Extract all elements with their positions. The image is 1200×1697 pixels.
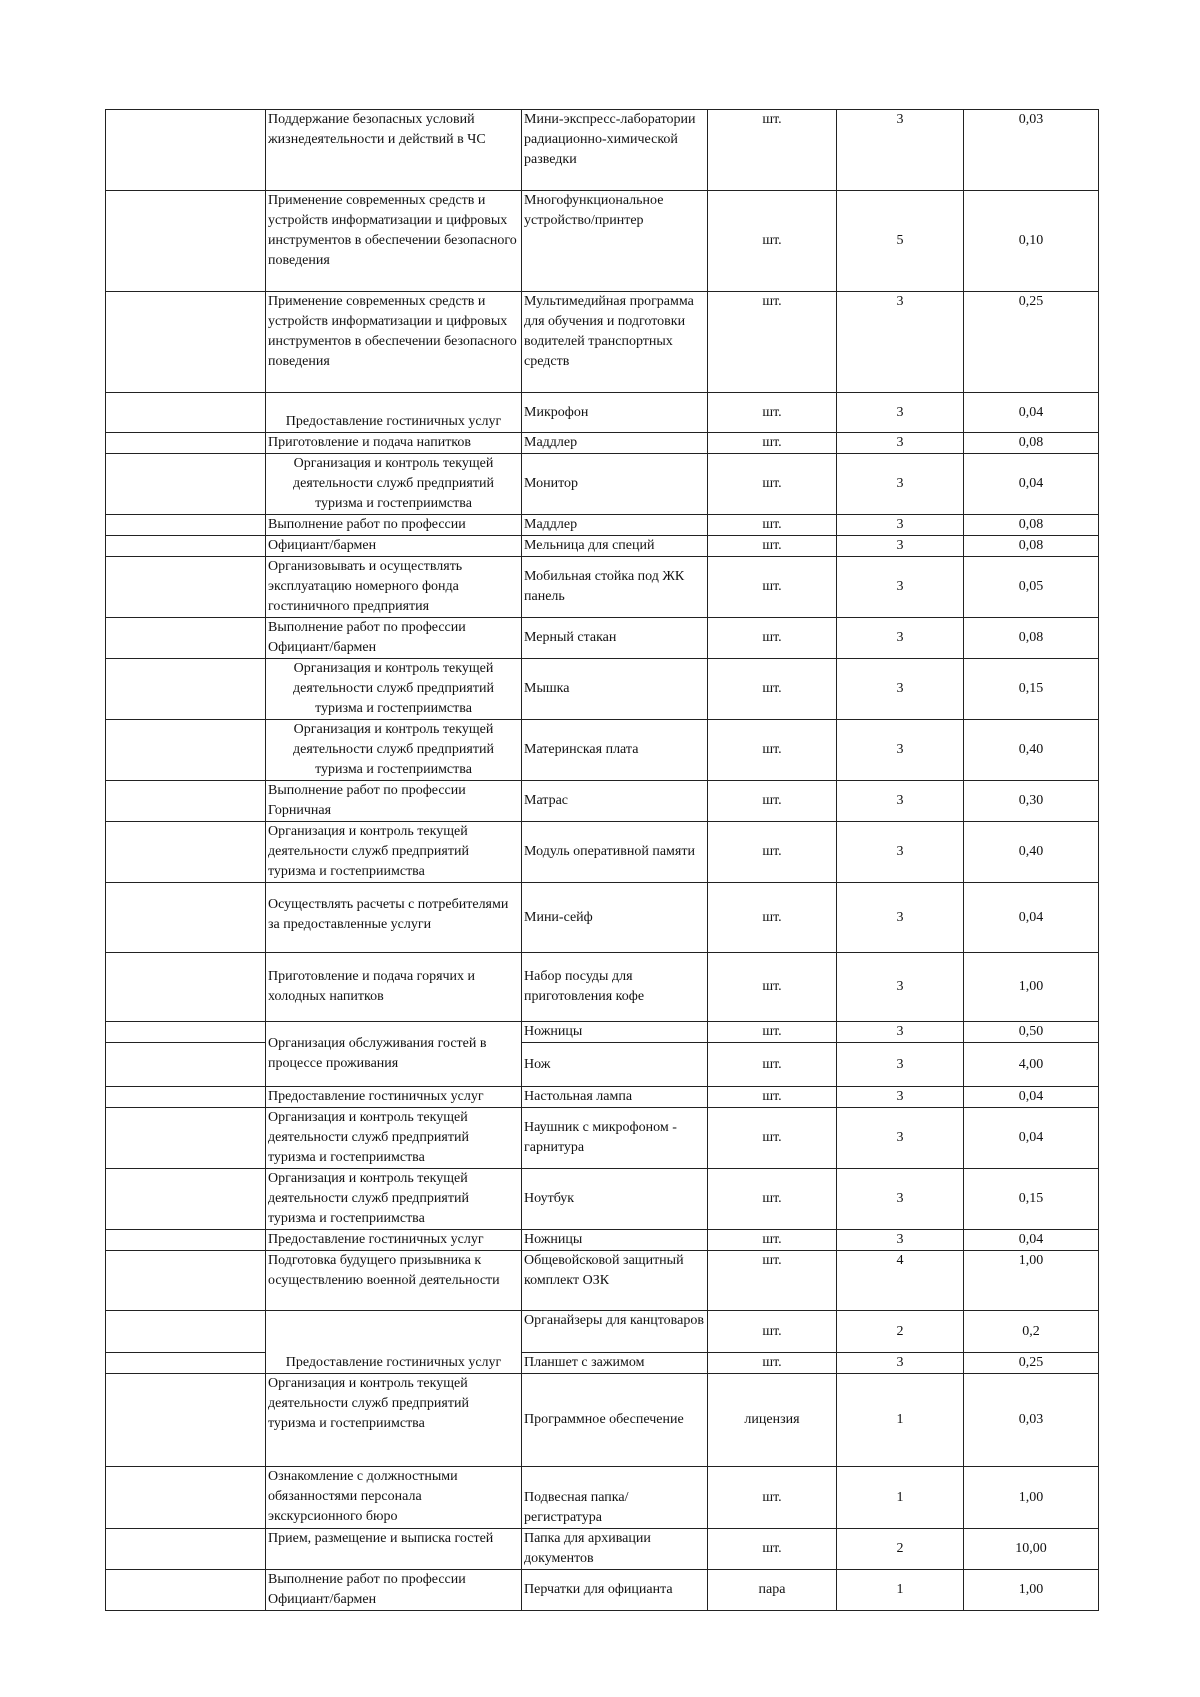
value-cell: 0,15 [964, 659, 1099, 720]
unit-cell: шт. [708, 191, 837, 292]
value-cell: 0,04 [964, 454, 1099, 515]
activity-cell: Осуществлять расчеты с потребителями за предоставленные услуги [266, 883, 522, 953]
value-cell: 1,00 [964, 1570, 1099, 1611]
activity-cell: Организовывать и осуществлять эксплуатацию номерного фонда гостиничного предприятия [266, 557, 522, 618]
unit-cell: шт. [708, 536, 837, 557]
qty-cell: 3 [837, 515, 964, 536]
item-cell: Мельница для специй [522, 536, 708, 557]
qty-cell: 3 [837, 1230, 964, 1251]
qty-cell: 3 [837, 883, 964, 953]
value-cell: 0,04 [964, 1108, 1099, 1169]
table-row [106, 781, 1099, 822]
value-cell: 0,40 [964, 720, 1099, 781]
activity-cell: Выполнение работ по профессии Горничная [266, 781, 522, 822]
qty-cell: 3 [837, 454, 964, 515]
qty-cell: 1 [837, 1570, 964, 1611]
qty-cell: 3 [837, 1087, 964, 1108]
table-row [106, 720, 1099, 781]
activity-cell: Выполнение работ по профессии Официант/бармен [266, 1570, 522, 1611]
qty-cell: 1 [837, 1467, 964, 1529]
index-cell [106, 1251, 266, 1311]
qty-cell: 3 [837, 953, 964, 1022]
value-cell: 1,00 [964, 1251, 1099, 1311]
table-row [106, 659, 1099, 720]
item-cell: Мультимедийная программа для обучения и подготовки водителей транспортных средств [522, 292, 708, 393]
qty-cell: 3 [837, 720, 964, 781]
table-row [106, 1311, 1099, 1353]
qty-cell: 3 [837, 1169, 964, 1230]
activity-cell: Официант/бармен [266, 536, 522, 557]
table-row [106, 1230, 1099, 1251]
item-cell: Планшет с зажимом [522, 1353, 708, 1374]
unit-cell: шт. [708, 454, 837, 515]
table-row [106, 1022, 1099, 1043]
item-cell: Настольная лампа [522, 1087, 708, 1108]
unit-cell: шт. [708, 781, 837, 822]
index-cell [106, 1467, 266, 1529]
value-cell: 0,08 [964, 515, 1099, 536]
index-cell [106, 454, 266, 515]
table-row [106, 1570, 1099, 1611]
index-cell [106, 1230, 266, 1251]
item-cell: Модуль оперативной памяти [522, 822, 708, 883]
index-cell [106, 822, 266, 883]
activity-cell: Организация и контроль текущей деятельности служб предприятий туризма и гостеприимства [266, 720, 522, 781]
table-row [106, 1169, 1099, 1230]
table-row [106, 191, 1099, 292]
index-cell [106, 883, 266, 953]
activity-cell: Приготовление и подача напитков [266, 433, 522, 454]
table-row [106, 1043, 1099, 1087]
qty-cell: 3 [837, 393, 964, 433]
qty-cell: 2 [837, 1311, 964, 1353]
table-row [106, 1529, 1099, 1570]
qty-cell: 3 [837, 1353, 964, 1374]
unit-cell: шт. [708, 1022, 837, 1043]
activity-cell: Поддержание безопасных условий жизнедеятельности и действий в ЧС [266, 110, 522, 191]
item-cell: Нож [522, 1043, 708, 1087]
index-cell [106, 110, 266, 191]
index-cell [106, 433, 266, 454]
table-row [106, 292, 1099, 393]
value-cell: 0,03 [964, 110, 1099, 191]
index-cell [106, 536, 266, 557]
value-cell: 0,40 [964, 822, 1099, 883]
qty-cell: 3 [837, 557, 964, 618]
value-cell: 0,08 [964, 536, 1099, 557]
item-cell: Маддлер [522, 515, 708, 536]
item-cell: Маддлер [522, 433, 708, 454]
value-cell: 0,50 [964, 1022, 1099, 1043]
qty-cell: 3 [837, 781, 964, 822]
unit-cell: пара [708, 1570, 837, 1611]
activity-cell: Организация и контроль текущей деятельности служб предприятий туризма и гостеприимства [266, 1108, 522, 1169]
unit-cell: шт. [708, 1087, 837, 1108]
unit-cell: шт. [708, 883, 837, 953]
activity-cell: Прием, размещение и выписка гостей [266, 1529, 522, 1570]
item-cell: Микрофон [522, 393, 708, 433]
activity-cell: Приготовление и подача горячих и холодных напитков [266, 953, 522, 1022]
qty-cell: 3 [837, 110, 964, 191]
table-row [106, 110, 1099, 191]
activity-cell: Организация обслуживания гостей в процессе проживания [266, 1022, 522, 1087]
unit-cell: шт. [708, 1108, 837, 1169]
activity-cell: Предоставление гостиничных услуг [266, 1087, 522, 1108]
value-cell: 4,00 [964, 1043, 1099, 1087]
item-cell: Ноутбук [522, 1169, 708, 1230]
table-row [106, 618, 1099, 659]
value-cell: 0,04 [964, 393, 1099, 433]
item-cell: Ножницы [522, 1230, 708, 1251]
index-cell [106, 953, 266, 1022]
table-row [106, 1108, 1099, 1169]
unit-cell: шт. [708, 1169, 837, 1230]
activity-cell: Выполнение работ по профессии Официант/бармен [266, 618, 522, 659]
item-cell: Наушник с микрофоном - гарнитура [522, 1108, 708, 1169]
value-cell: 0,05 [964, 557, 1099, 618]
unit-cell: шт. [708, 720, 837, 781]
index-cell [106, 659, 266, 720]
unit-cell: шт. [708, 557, 837, 618]
index-cell [106, 515, 266, 536]
table-row [106, 822, 1099, 883]
item-cell: Многофункциональное устройство/принтер [522, 191, 708, 292]
activity-cell: Предоставление гостиничных услуг [266, 1311, 522, 1374]
index-cell [106, 618, 266, 659]
item-cell: Мобильная стойка под ЖК панель [522, 557, 708, 618]
qty-cell: 3 [837, 659, 964, 720]
index-cell [106, 781, 266, 822]
item-cell: Монитор [522, 454, 708, 515]
activity-cell: Ознакомление с должностными обязанностями персонала экскурсионного бюро [266, 1467, 522, 1529]
value-cell: 0,04 [964, 883, 1099, 953]
value-cell: 0,30 [964, 781, 1099, 822]
table-row [106, 883, 1099, 953]
unit-cell: шт. [708, 1043, 837, 1087]
index-cell [106, 292, 266, 393]
item-cell: Перчатки для официанта [522, 1570, 708, 1611]
qty-cell: 3 [837, 536, 964, 557]
item-cell: Подвесная папка/регистратура [522, 1467, 708, 1529]
qty-cell: 5 [837, 191, 964, 292]
index-cell [106, 720, 266, 781]
item-cell: Программное обеспечение [522, 1374, 708, 1467]
unit-cell: шт. [708, 822, 837, 883]
table-row [106, 1087, 1099, 1108]
index-cell [106, 1043, 266, 1087]
item-cell: Набор посуды для приготовления кофе [522, 953, 708, 1022]
unit-cell: шт. [708, 1230, 837, 1251]
unit-cell: шт. [708, 1311, 837, 1353]
index-cell [106, 1374, 266, 1467]
table-row [106, 1374, 1099, 1467]
item-cell: Ножницы [522, 1022, 708, 1043]
unit-cell: шт. [708, 618, 837, 659]
item-cell: Мышка [522, 659, 708, 720]
unit-cell: шт. [708, 110, 837, 191]
value-cell: 0,25 [964, 292, 1099, 393]
item-cell: Мерный стакан [522, 618, 708, 659]
table-row [106, 433, 1099, 454]
qty-cell: 3 [837, 1022, 964, 1043]
unit-cell: шт. [708, 1529, 837, 1570]
activity-cell: Организация и контроль текущей деятельности служб предприятий туризма и гостеприимства [266, 822, 522, 883]
index-cell [106, 557, 266, 618]
value-cell: 1,00 [964, 953, 1099, 1022]
table-row [106, 536, 1099, 557]
unit-cell: шт. [708, 1467, 837, 1529]
equipment-table [105, 109, 1099, 1611]
unit-cell: шт. [708, 659, 837, 720]
table-row [106, 1467, 1099, 1529]
value-cell: 0,15 [964, 1169, 1099, 1230]
activity-cell: Подготовка будущего призывника к осуществлению военной деятельности [266, 1251, 522, 1311]
unit-cell: шт. [708, 1251, 837, 1311]
value-cell: 0,25 [964, 1353, 1099, 1374]
qty-cell: 1 [837, 1374, 964, 1467]
qty-cell: 3 [837, 1043, 964, 1087]
table-row [106, 1251, 1099, 1311]
index-cell [106, 1087, 266, 1108]
index-cell [106, 191, 266, 292]
unit-cell: шт. [708, 1353, 837, 1374]
item-cell: Матрас [522, 781, 708, 822]
value-cell: 0,08 [964, 433, 1099, 454]
item-cell: Материнская плата [522, 720, 708, 781]
qty-cell: 4 [837, 1251, 964, 1311]
index-cell [106, 1529, 266, 1570]
item-cell: Мини-сейф [522, 883, 708, 953]
table-row [106, 454, 1099, 515]
table-row [106, 515, 1099, 536]
activity-cell: Предоставление гостиничных услуг [266, 1230, 522, 1251]
value-cell: 0,08 [964, 618, 1099, 659]
value-cell: 1,00 [964, 1467, 1099, 1529]
unit-cell: шт. [708, 393, 837, 433]
activity-cell: Организация и контроль текущей деятельности служб предприятий туризма и гостеприимства [266, 659, 522, 720]
qty-cell: 3 [837, 292, 964, 393]
table-row [106, 1353, 1099, 1374]
activity-cell: Предоставление гостиничных услуг [266, 393, 522, 433]
value-cell: 0,04 [964, 1230, 1099, 1251]
table-row [106, 953, 1099, 1022]
value-cell: 0,2 [964, 1311, 1099, 1353]
activity-cell: Применение современных средств и устройств информатизации и цифровых инструментов в обеспечении безопасного поведения [266, 191, 522, 292]
activity-cell: Применение современных средств и устройств информатизации и цифровых инструментов в обеспечении безопасного поведения [266, 292, 522, 393]
qty-cell: 3 [837, 618, 964, 659]
index-cell [106, 1022, 266, 1043]
qty-cell: 3 [837, 822, 964, 883]
index-cell [106, 1108, 266, 1169]
value-cell: 0,10 [964, 191, 1099, 292]
item-cell: Общевойсковой защитный комплект ОЗК [522, 1251, 708, 1311]
unit-cell: шт. [708, 953, 837, 1022]
index-cell [106, 1169, 266, 1230]
index-cell [106, 1570, 266, 1611]
index-cell [106, 1311, 266, 1353]
unit-cell: шт. [708, 292, 837, 393]
index-cell [106, 393, 266, 433]
activity-cell: Организация и контроль текущей деятельности служб предприятий туризма и гостеприимства [266, 1169, 522, 1230]
qty-cell: 3 [837, 1108, 964, 1169]
activity-cell: Организация и контроль текущей деятельности служб предприятий туризма и гостеприимства [266, 1374, 522, 1467]
activity-cell: Организация и контроль текущей деятельности служб предприятий туризма и гостеприимства [266, 454, 522, 515]
index-cell [106, 1353, 266, 1374]
table-row [106, 393, 1099, 433]
value-cell: 10,00 [964, 1529, 1099, 1570]
activity-cell: Выполнение работ по профессии [266, 515, 522, 536]
item-cell: Органайзеры для канцтоваров [522, 1311, 708, 1353]
qty-cell: 2 [837, 1529, 964, 1570]
unit-cell: лицензия [708, 1374, 837, 1467]
item-cell: Папка для архивации документов [522, 1529, 708, 1570]
value-cell: 0,03 [964, 1374, 1099, 1467]
unit-cell: шт. [708, 515, 837, 536]
unit-cell: шт. [708, 433, 837, 454]
qty-cell: 3 [837, 433, 964, 454]
table-row [106, 557, 1099, 618]
item-cell: Мини-экспресс-лаборатории радиационно-химической разведки [522, 110, 708, 191]
value-cell: 0,04 [964, 1087, 1099, 1108]
